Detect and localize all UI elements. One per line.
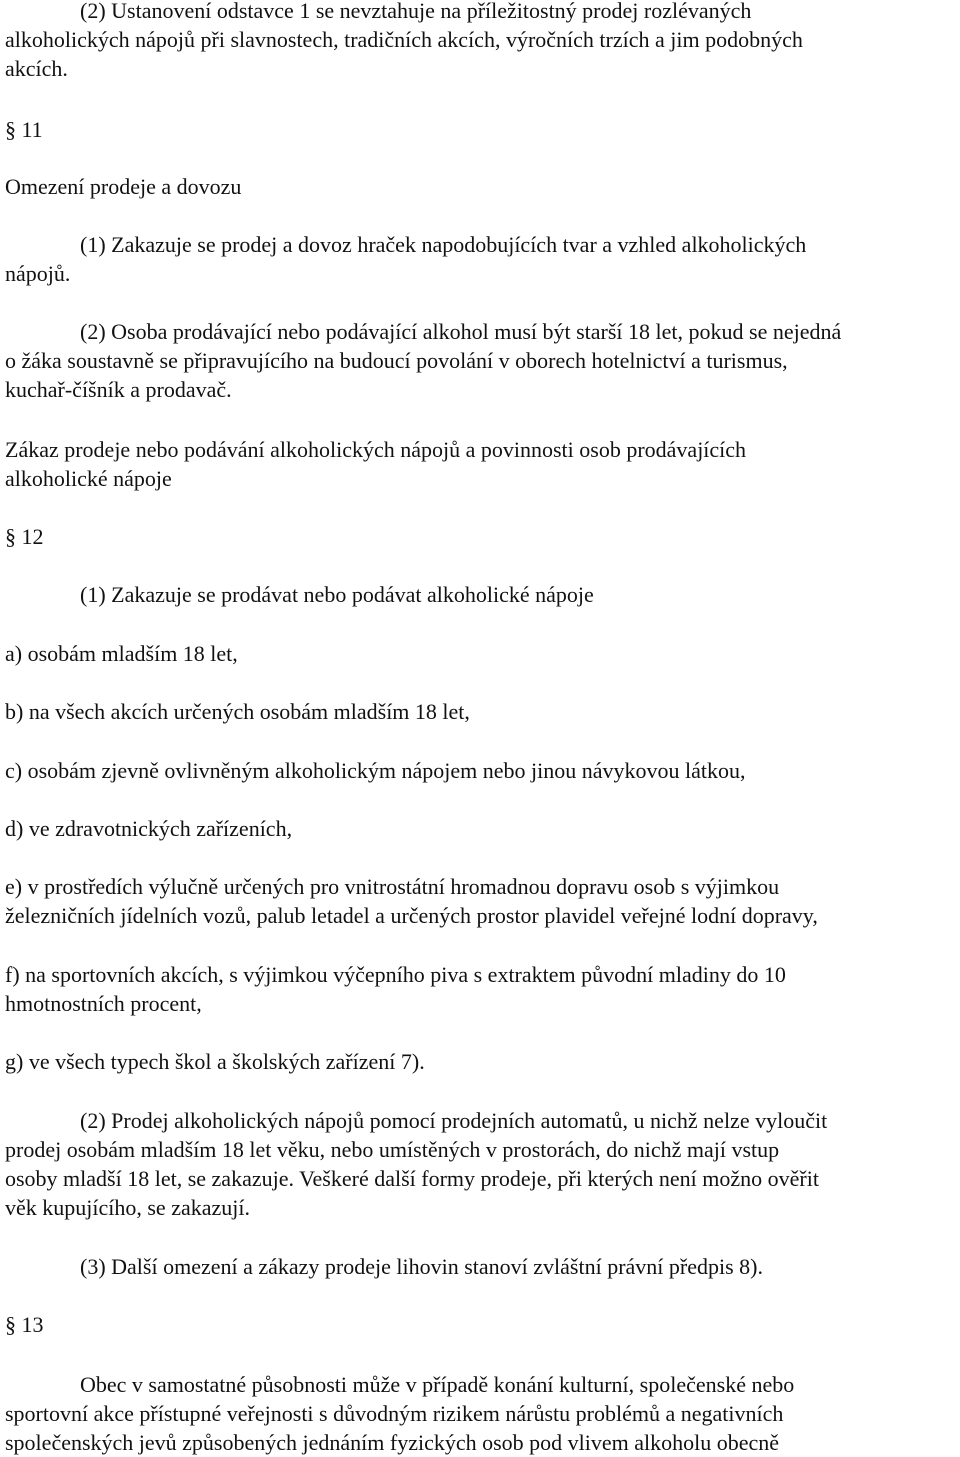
paragraph-12-3: (3) Další omezení a zákazy prodeje lihovin stanoví zvláštní právní předpis 8). (80, 1254, 764, 1279)
section-12-title-line-2: alkoholické nápoje (5, 466, 172, 491)
paragraph-12-2-line-1: (2) Prodej alkoholických nápojů pomocí prodejních automatů, u nichž nelze vyloučit (80, 1108, 828, 1133)
paragraph-11-1-line-1: (1) Zakazuje se prodej a dovoz hraček napodobujících tvar a vzhled alkoholických (80, 232, 807, 257)
section-13-heading: § 13 (5, 1312, 44, 1337)
list-item-f-line-1: f) na sportovních akcích, s výjimkou výčepního piva s extraktem původní mladiny do 10 (5, 962, 786, 987)
paragraph-13-line-3: společenských jevů způsobených jednáním fyzických osob pod vlivem alkoholu obecně (5, 1430, 780, 1455)
section-12-heading: § 12 (5, 524, 44, 549)
list-item-e-line-2: železničních jídelních vozů, palub letadel a určených prostor plavidel veřejné lodní dopravy, (5, 903, 818, 928)
paragraph-11-2-line-2: o žáka soustavně se připravujícího na budoucí povolání v oborech hotelnictví a turismus, (5, 348, 788, 373)
paragraph-11-1-line-2: nápojů. (5, 261, 71, 286)
paragraph-13-line-2: sportovní akce přístupné veřejnosti s důvodným rizikem nárůstu problémů a negativních (5, 1401, 784, 1426)
paragraph-11-2-line-1: (2) Osoba prodávající nebo podávající alkohol musí být starší 18 let, pokud se nejedná (80, 319, 842, 344)
list-item-d: d) ve zdravotnických zařízeních, (5, 816, 293, 841)
list-item-e-line-1: e) v prostředích výlučně určených pro vnitrostátní hromadnou dopravu osob s výjimkou (5, 874, 780, 899)
section-11-title: Omezení prodeje a dovozu (5, 174, 242, 199)
section-11-heading: § 11 (5, 117, 43, 142)
list-item-c: c) osobám zjevně ovlivněným alkoholickým nápojem nebo jinou návykovou látkou, (5, 758, 746, 783)
paragraph-10-2-line-3: akcích. (5, 56, 68, 81)
paragraph-12-2-line-4: věk kupujícího, se zakazují. (5, 1195, 250, 1220)
list-item-b: b) na všech akcích určených osobám mladším 18 let, (5, 699, 470, 724)
list-item-f-line-2: hmotnostních procent, (5, 991, 202, 1016)
section-12-title-line-1: Zákaz prodeje nebo podávání alkoholických nápojů a povinnosti osob prodávajících (5, 437, 747, 462)
list-item-a: a) osobám mladším 18 let, (5, 641, 238, 666)
list-item-g: g) ve všech typech škol a školských zařízení 7). (5, 1049, 425, 1074)
paragraph-13-line-1: Obec v samostatné působnosti může v případě konání kulturní, společenské nebo (80, 1372, 795, 1397)
paragraph-10-2-line-1: (2) Ustanovení odstavce 1 se nevztahuje na příležitostný prodej rozlévaných (80, 0, 752, 23)
paragraph-11-2-line-3: kuchař-číšník a prodavač. (5, 377, 232, 402)
paragraph-12-2-line-3: osoby mladší 18 let, se zakazuje. Veškeré další formy prodeje, při kterých není možno ověřit (5, 1166, 819, 1191)
paragraph-12-2-line-2: prodej osobám mladším 18 let věku, nebo umístěných v prostorách, do nichž mají vstup (5, 1137, 780, 1162)
paragraph-10-2-line-2: alkoholických nápojů při slavnostech, tradičních akcích, výročních trzích a jim podobných (5, 27, 803, 52)
paragraph-12-1: (1) Zakazuje se prodávat nebo podávat alkoholické nápoje (80, 582, 594, 607)
